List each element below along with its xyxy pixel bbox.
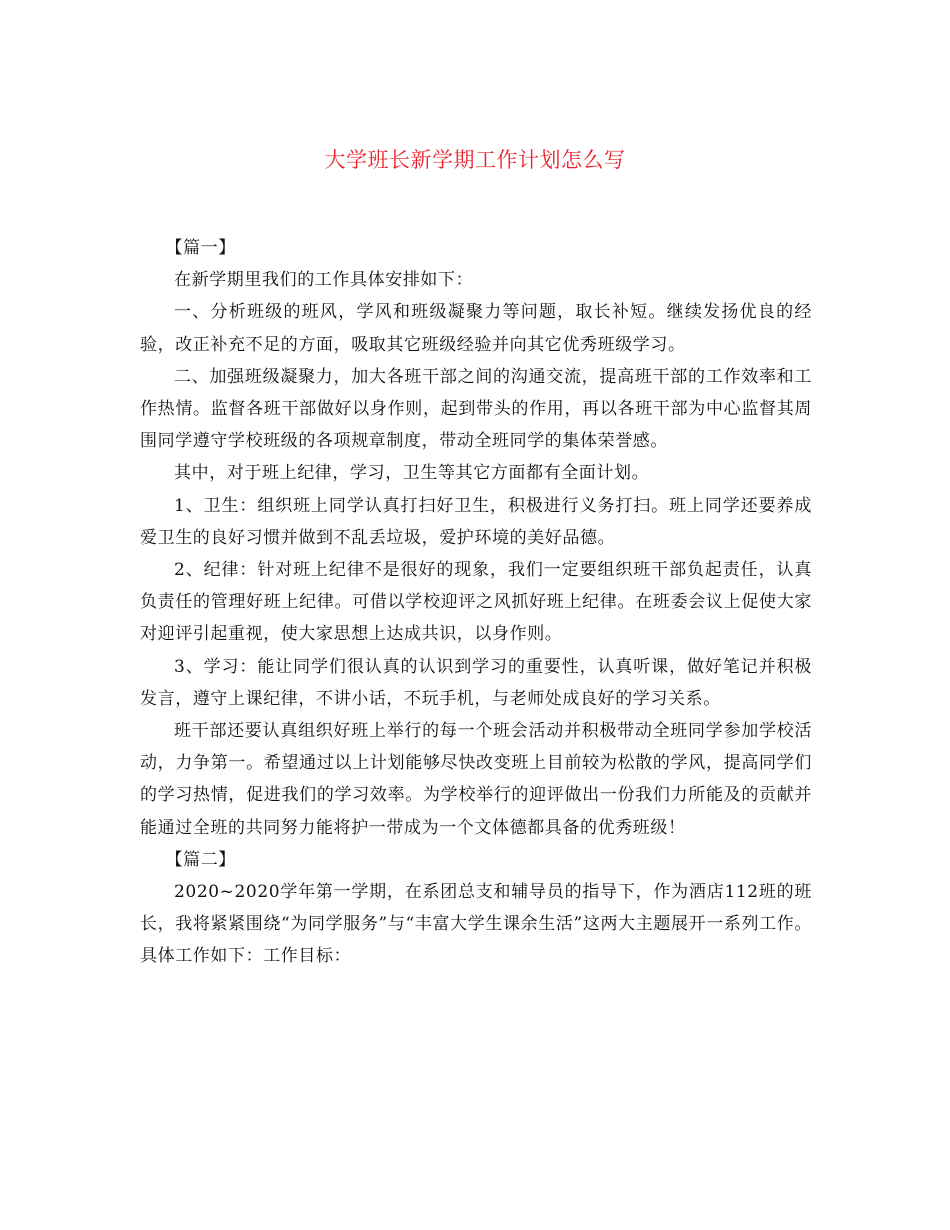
paragraph: 2020~2020学年第一学期，在系团总支和辅导员的指导下，作为酒店112班的班长，我将紧紧围绕“为同学服务”与“丰富大学生课余生活”这两大主题展开一系列工作。具体工作如下：工作目标：: [140, 882, 812, 967]
document-title: 大学班长新学期工作计划怎么写: [324, 148, 626, 172]
paragraph: 2、纪律：针对班上纪律不是很好的现象，我们一定要组织班干部负起责任，认真负责任的管理好班上纪律。可借以学校迎评之风抓好班上纪律。在班委会议上促使大家对迎评引起重视，使大家思想上达成共识，以身作则。: [140, 560, 812, 645]
paragraph: 班干部还要认真组织好班上举行的每一个班会活动并积极带动全班同学参加学校活动，力争第一。希望通过以上计划能够尽快改变班上目前较为松散的学风，提高同学们的学习热情，促进我们的学习效率。为学校举行的迎评做出一份我们力所能及的贡献并能通过全班的共同努力能将护一带成为一个文体德都具备的优秀班级！: [140, 721, 812, 838]
paragraph: 3、学习：能让同学们很认真的认识到学习的重要性，认真听课，做好笔记并积极发言，遵守上课纪律，不讲小话，不玩手机，与老师处成良好的学习关系。: [140, 656, 812, 709]
section-heading-1: 【篇一】: [165, 238, 236, 258]
paragraph: 1、卫生：组织班上同学认真打扫好卫生，积极进行义务打扫。班上同学还要养成爱卫生的良好习惯并做到不乱丢垃圾，爱护环境的美好品德。: [140, 495, 812, 548]
paragraph: 其中，对于班上纪律，学习，卫生等其它方面都有全面计划。: [174, 463, 650, 484]
paragraph: 在新学期里我们的工作具体安排如下：: [174, 270, 474, 291]
paragraph: 一、分析班级的班风，学风和班级凝聚力等问题，取长补短。继续发扬优良的经验，改正补充不足的方面，吸取其它班级经验并向其它优秀班级学习。: [140, 302, 812, 355]
section-heading-2: 【篇二】: [165, 849, 236, 870]
document-body: [140, 232, 812, 973]
paragraph: 二、加强班级凝聚力，加大各班干部之间的沟通交流，提高班干部的工作效率和工作热情。监督各班干部做好以身作则，起到带头的作用，再以各班干部为中心监督其周围同学遵守学校班级的各项规章制度，带动全班同学的集体荣誉感。: [140, 366, 812, 452]
